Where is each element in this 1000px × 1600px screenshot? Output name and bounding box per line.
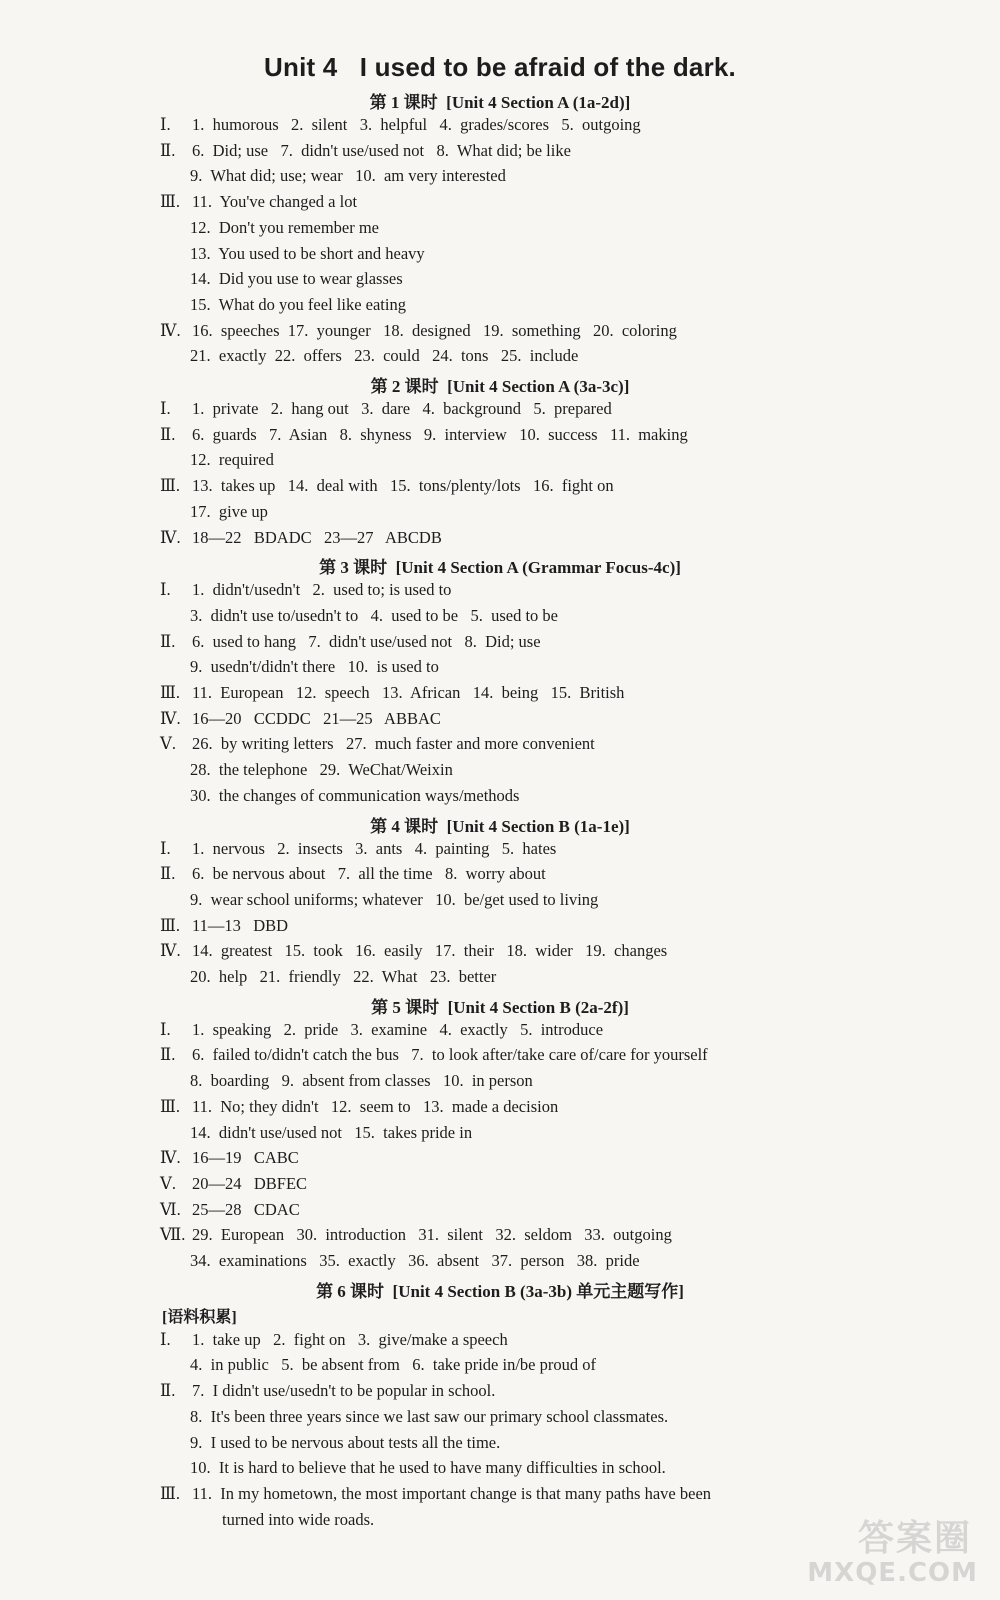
answer-line [0, 1484, 1000, 1510]
answer-line [0, 864, 1000, 890]
answer-text: 7. I didn't use/usedn't to be popular in school. [192, 1381, 496, 1401]
answer-line [0, 839, 1000, 865]
answer-line [0, 1355, 1000, 1381]
answer-line [0, 295, 1000, 321]
section-number: Ⅳ. [160, 320, 181, 340]
answer-text: 13. You used to be short and heavy [190, 243, 425, 263]
answer-text: 6. be nervous about 7. all the time 8. worry about [192, 864, 546, 884]
section-number: Ⅱ. [160, 1381, 176, 1401]
answer-text: 12. required [190, 450, 274, 470]
answer-line [0, 632, 1000, 658]
answer-text: turned into wide roads. [222, 1509, 375, 1529]
lesson-heading: 第 1 课时 [Unit 4 Section A (1a-2d)] [369, 93, 631, 112]
answer-line [0, 450, 1000, 476]
answer-text: 16. speeches 17. younger 18. designed 19. something 20. coloring [192, 320, 677, 340]
section-label: [语料积累] [162, 1308, 237, 1326]
answer-text: 14. greatest 15. took 16. easily 17. their 18. wider 19. changes [192, 941, 668, 961]
answer-text: 8. boarding 9. absent from classes 10. in person [190, 1071, 533, 1091]
answer-line [0, 1458, 1000, 1484]
answer-line [0, 192, 1000, 218]
section-number: Ⅴ. [160, 734, 177, 754]
answer-text: 1. didn't/usedn't 2. used to; is used to [192, 580, 452, 600]
answer-text: 6. failed to/didn't catch the bus 7. to look after/take care of/care for yourself [192, 1045, 708, 1065]
answer-text: 17. give up [190, 501, 268, 521]
answer-line [0, 1200, 1000, 1226]
answer-line [0, 890, 1000, 916]
answer-text: 13. takes up 14. deal with 15. tons/plenty/lots 16. fight on [192, 476, 614, 496]
answer-text: 11. No; they didn't 12. seem to 13. made a decision [192, 1096, 559, 1116]
answer-line [0, 1097, 1000, 1123]
lesson-heading: 第 6 课时 [Unit 4 Section B (3a-3b) 单元主题写作] [316, 1281, 684, 1301]
answer-text: 15. What do you feel like eating [190, 294, 406, 314]
answer-line [0, 1251, 1000, 1277]
answer-text: 3. didn't use to/usedn't to 4. used to be 5. used to be [190, 605, 558, 625]
section-number: Ⅱ. [160, 864, 176, 884]
answer-text: 1. speaking 2. pride 3. examine 4. exactly 5. introduce [192, 1019, 604, 1039]
answer-text: 9. I used to be nervous about tests all the time. [190, 1432, 501, 1452]
answer-line [0, 941, 1000, 967]
section-number: Ⅲ. [160, 192, 181, 212]
section-number: Ⅰ. [160, 399, 171, 418]
lesson-heading: 第 4 课时 [Unit 4 Section B (1a-1e)] [370, 816, 630, 836]
section-number: Ⅱ. [160, 140, 176, 160]
answer-line [0, 346, 1000, 372]
answer-text: 6. used to hang 7. didn't use/used not 8. Did; use [192, 631, 541, 651]
answer-line [0, 1174, 1000, 1200]
answer-text: 14. Did you use to wear glasses [190, 269, 403, 289]
lesson-heading: 第 3 课时 [Unit 4 Section A (Grammar Focus-4c)] [319, 558, 681, 578]
answer-line [0, 1330, 1000, 1356]
answer-text: 29. European 30. introduction 31. silent 32. seldom 33. outgoing [192, 1225, 672, 1245]
answer-text: 28. the telephone 29. WeChat/Weixin [190, 760, 453, 780]
section-number: Ⅳ. [160, 1148, 181, 1168]
section-number: Ⅶ. [160, 1225, 186, 1245]
answer-line [0, 269, 1000, 295]
section-number: Ⅲ. [160, 476, 181, 496]
section-number: Ⅳ. [160, 941, 181, 961]
answer-line [0, 502, 1000, 528]
answer-line [0, 734, 1000, 760]
answer-text: 26. by writing letters 27. much faster and more convenient [192, 734, 595, 754]
section-number: Ⅲ. [160, 915, 181, 935]
answer-line [0, 1020, 1000, 1046]
answer-line [0, 1071, 1000, 1097]
answer-line [0, 1381, 1000, 1407]
answer-line [0, 580, 1000, 606]
answer-text: 21. exactly 22. offers 23. could 24. tons 25. include [190, 346, 579, 366]
answer-text: 1. private 2. hang out 3. dare 4. background 5. prepared [192, 399, 612, 418]
answer-line [0, 1225, 1000, 1251]
answer-text: 9. What did; use; wear 10. am very interested [190, 166, 506, 186]
answer-line [0, 683, 1000, 709]
answer-text: 6. guards 7. Asian 8. shyness 9. interview 10. success 11. making [192, 424, 688, 444]
section-number: Ⅳ. [160, 708, 181, 728]
answer-text: 1. take up 2. fight on 3. give/make a speech [192, 1329, 508, 1349]
answer-text: 30. the changes of communication ways/methods [190, 785, 520, 805]
section-number: Ⅴ. [160, 1173, 177, 1193]
answer-line [0, 425, 1000, 451]
answer-text: 9. wear school uniforms; whatever 10. be/get used to living [190, 889, 599, 909]
answer-text: 6. Did; use 7. didn't use/used not 8. What did; be like [192, 140, 571, 160]
answer-line [0, 321, 1000, 347]
section-number: Ⅵ. [160, 1199, 181, 1219]
answer-line [0, 166, 1000, 192]
section-number: Ⅰ. [160, 1019, 171, 1039]
answer-line [0, 399, 1000, 425]
section-number: Ⅰ. [160, 115, 171, 134]
section-number: Ⅰ. [160, 838, 171, 858]
answer-text: 11. You've changed a lot [192, 192, 358, 212]
answer-text: 10. It is hard to believe that he used to have many difficulties in school. [190, 1458, 666, 1478]
answer-text: 18—22 BDADC 23—27 ABCDB [192, 527, 442, 547]
answer-text: 20—24 DBFEC [192, 1173, 308, 1193]
section-number: Ⅱ. [160, 424, 176, 444]
section-number: Ⅳ. [160, 527, 181, 547]
answer-text: 14. didn't use/used not 15. takes pride in [190, 1122, 473, 1142]
section-number: Ⅱ. [160, 1045, 176, 1065]
watermark-top: 答案圈 [857, 1518, 972, 1559]
answer-text: 9. usedn't/didn't there 10. is used to [190, 657, 439, 677]
answer-text: 1. nervous 2. insects 3. ants 4. painting 5. hates [192, 838, 557, 858]
answer-line [0, 760, 1000, 786]
section-number: Ⅱ. [160, 631, 176, 651]
answer-line [0, 218, 1000, 244]
answer-text: 25—28 CDAC [192, 1199, 300, 1219]
answer-line [0, 244, 1000, 270]
answer-text: 4. in public 5. be absent from 6. take pride in/be proud of [190, 1355, 596, 1375]
answer-text: 1. humorous 2. silent 3. helpful 4. grades/scores 5. outgoing [192, 115, 641, 134]
answer-line [0, 657, 1000, 683]
section-number: Ⅲ. [160, 1483, 181, 1503]
watermark [792, 1510, 982, 1588]
section-number: Ⅰ. [160, 1329, 171, 1349]
answer-line [0, 916, 1000, 942]
section-number: Ⅰ. [160, 580, 171, 600]
page-title: Unit 4 I used to be afraid of the dark. [264, 52, 736, 82]
watermark-bottom: MXQE.COM [807, 1558, 978, 1588]
answer-line [0, 1433, 1000, 1459]
answer-line [0, 115, 1000, 141]
answer-line [0, 528, 1000, 554]
answer-text: 11. European 12. speech 13. African 14. being 15. British [192, 683, 625, 702]
answer-text: 8. It's been three years since we last saw our primary school classmates. [190, 1406, 669, 1426]
lesson-heading: 第 5 课时 [Unit 4 Section B (2a-2f)] [371, 997, 629, 1017]
answer-text: 11. In my hometown, the most important change is that many paths have been [192, 1483, 712, 1503]
section-number: Ⅲ. [160, 683, 181, 702]
answer-text: 16—19 CABC [192, 1148, 299, 1168]
answer-line [0, 786, 1000, 812]
answer-line [0, 476, 1000, 502]
answer-text: 16—20 CCDDC 21—25 ABBAC [192, 708, 441, 728]
answer-text: 11—13 DBD [192, 915, 289, 935]
answer-line [0, 141, 1000, 167]
answer-line [0, 606, 1000, 632]
section-number: Ⅲ. [160, 1096, 181, 1116]
answer-line [0, 967, 1000, 993]
answer-text: 20. help 21. friendly 22. What 23. better [190, 967, 497, 986]
answer-line [0, 1123, 1000, 1149]
answer-line [0, 1407, 1000, 1433]
answer-line [0, 1148, 1000, 1174]
answer-line [0, 709, 1000, 735]
answer-text: 12. Don't you remember me [190, 217, 380, 237]
answer-text: 34. examinations 35. exactly 36. absent 37. person 38. pride [190, 1251, 640, 1270]
answer-line [0, 1045, 1000, 1071]
lesson-heading: 第 2 课时 [Unit 4 Section A (3a-3c)] [370, 377, 630, 396]
